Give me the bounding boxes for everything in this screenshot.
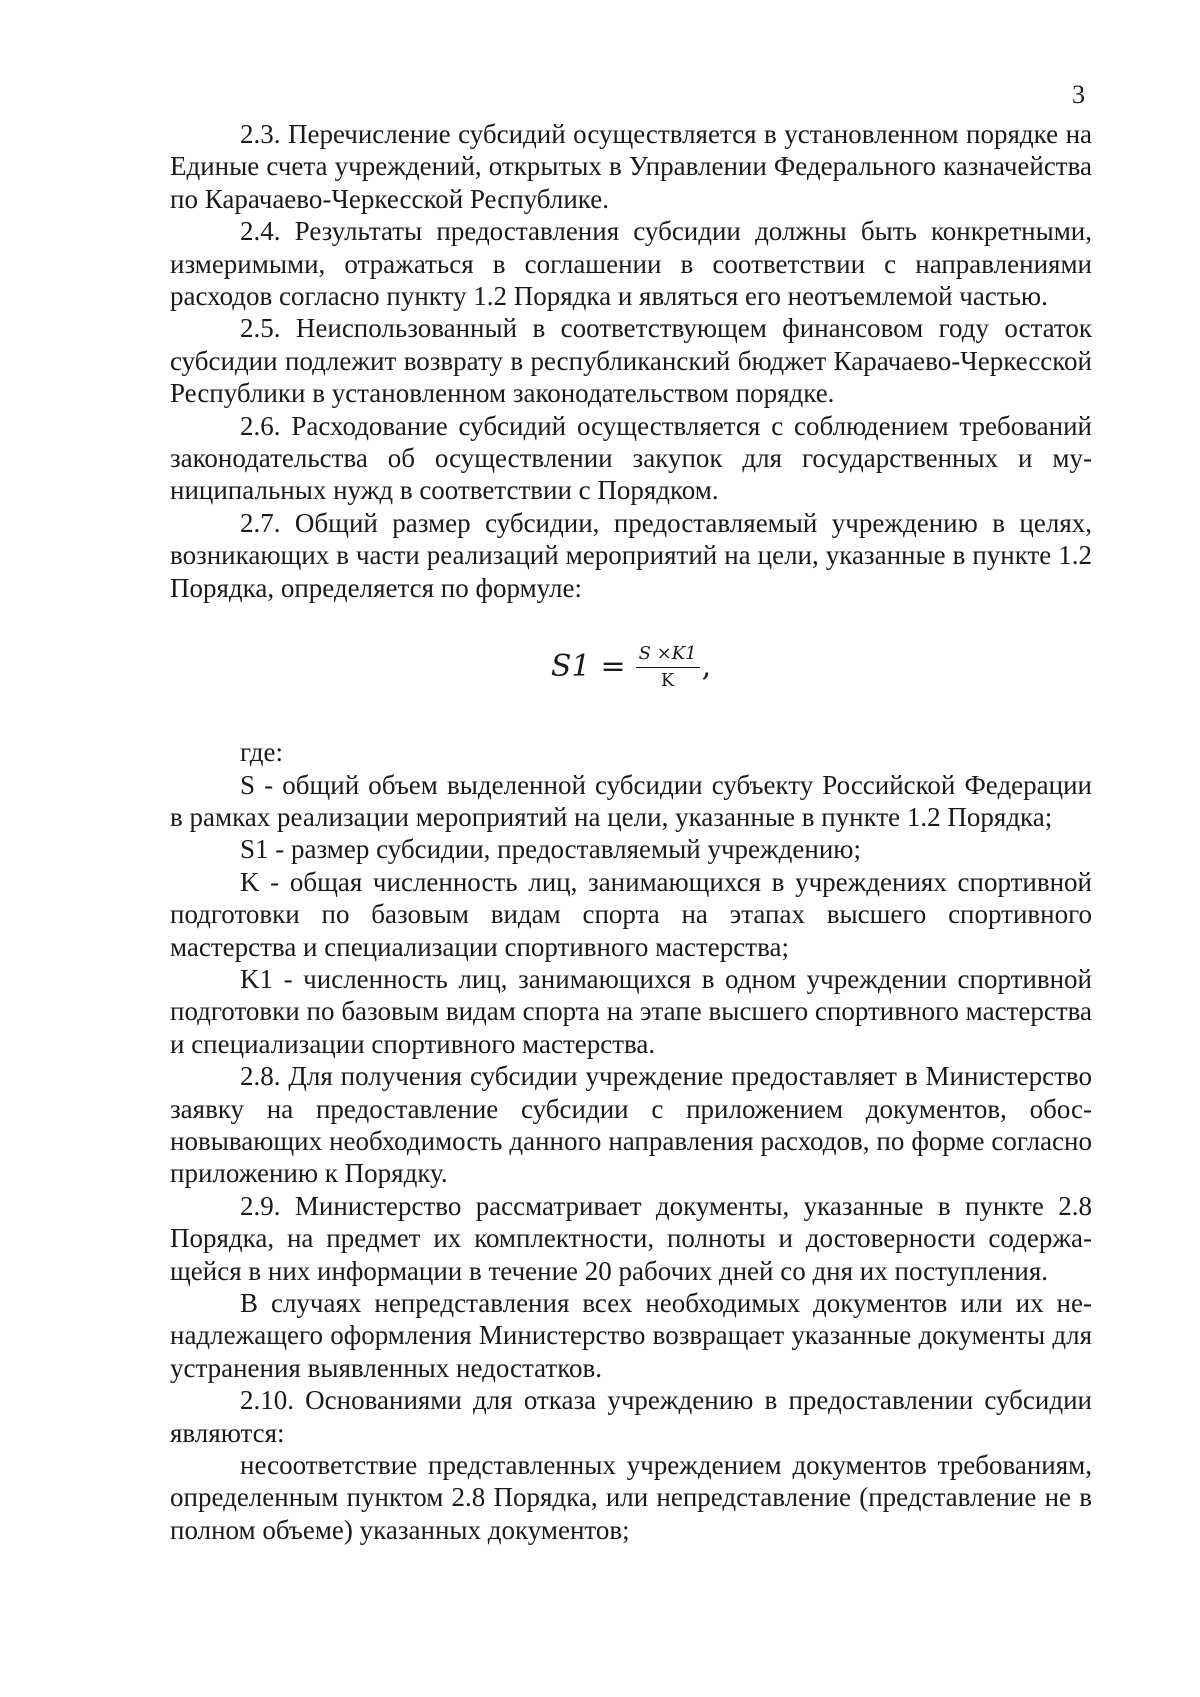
- definition-k1: K1 - численность лиц, занимающихся в одном учреждении спортивной подготовки по базовым видам спорта на этапе высшего спортивного мастерства и специализации спортивного мастерства.: [170, 963, 1092, 1059]
- subsidy-formula: [170, 632, 1092, 702]
- formula-comma: ,: [701, 648, 712, 684]
- paragraph-where: где:: [240, 737, 283, 768]
- formula-fraction: [636, 643, 700, 692]
- paragraph-2-4: 2.4. Результаты предоставления субсидии должны быть конкретными, измеримыми, отражаться в соглашении в соответствии с направлениями расходов согласно пункту 1.2 Порядка и являться его неотъемлемой частью.: [170, 216, 1092, 312]
- paragraph-2-10-item: несоответствие представленных учреждением документов требованиям, определенным пунктом 2.8 Порядка, или непредставление (представление не в полном объеме) указанных документов;: [170, 1450, 1092, 1545]
- paragraph-2-10: 2.10. Основаниями для отказа учреждению в предоставлении субсидии являются:: [170, 1385, 1092, 1448]
- paragraph-2-8: 2.8. Для получения субсидии учреждение предоставляет в Министерство заявку на предоставление субсидии с приложением документов, обосновывающих необходимость данного направления расходов, по форме согласно приложению к Порядку.: [170, 1061, 1092, 1189]
- formula-denominator: K: [660, 669, 675, 691]
- paragraph-2-3: 2.3. Перечисление субсидий осуществляется в установленном порядке на Единые счета учреждений, открытых в Управлении Федерального казначейства по Карачаево-Черкесской Республике.: [170, 119, 1092, 214]
- paragraph-2-7: 2.7. Общий размер субсидии, предоставляемый учреждению в целях, возникающих в части реализаций мероприятий на цели, указанные в пункте 1.2 Порядка, определяется по формуле:: [170, 507, 1092, 603]
- formula-equals: =: [600, 648, 626, 684]
- definition-k: K - общая численность лиц, занимающихся в учреждениях спортивной подготовки по базовым видам спорта на этапах высшего спортивного мастерства и специализации спортивного мастерства;: [170, 866, 1092, 962]
- paragraph-2-9-return: В случаях непредставления всех необходимых документов или их ненадлежащего оформления Министерство возвращает указанные документы для устранения выявленных недостатков.: [170, 1288, 1092, 1383]
- paragraph-2-9: 2.9. Министерство рассматривает документы, указанные в пункте 2.8 Порядка, на предмет их комплектности, полноты и достоверности содержащейся в них информации в течение 20 рабочих дней со дня их поступления.: [170, 1190, 1092, 1286]
- document-body: [170, 118, 1092, 1546]
- page-number: 3: [1072, 80, 1085, 109]
- paragraph-2-6: 2.6. Расходование субсидий осуществляется с соблюдением требований законодательства об осуществлении закупок для государственных и муниципальных нужд в соответствии с Порядком.: [170, 410, 1092, 506]
- paragraph-2-5: 2.5. Неиспользованный в соответствующем финансовом году остаток субсидии подлежит возврату в республиканский бюджет Карачаево-Черкесской Республики в установленном законодательством порядке.: [170, 313, 1092, 409]
- formula-numerator: S ×K1: [636, 643, 700, 668]
- definition-s1: S1 - размер субсидии, предоставляемый учреждению;: [240, 834, 861, 865]
- formula-lhs: S1: [550, 648, 591, 684]
- definition-s: S - общий объем выделенной субсидии субъекту Российской Федерации в рамках реализации мероприятий на цели, указанные в пункте 1.2 Порядка;: [170, 769, 1092, 832]
